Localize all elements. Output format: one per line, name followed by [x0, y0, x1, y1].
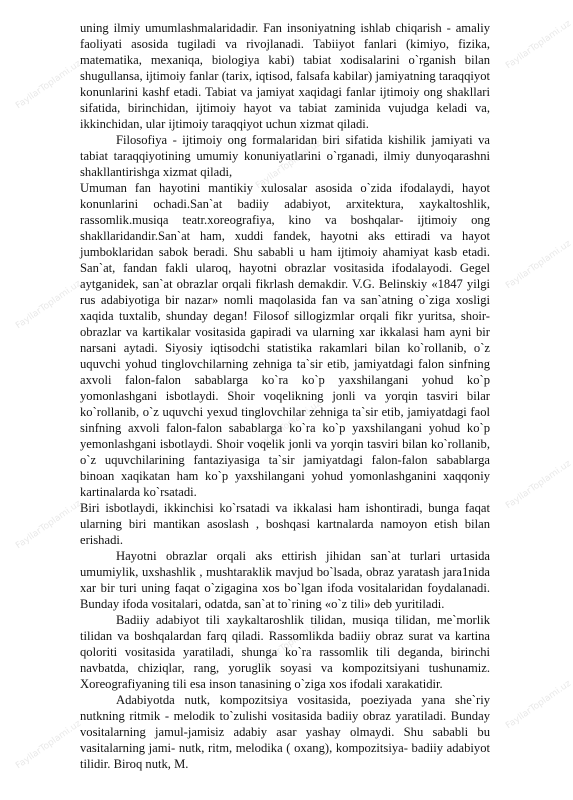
paragraph: Umuman fan hayotini mantikiy xulosalar asosida o`zida ifodalaydi, hayot konunlarini ochadi.San`at badiiy adabiyot, arxitektura, xaykaltoshlik, rassomlik.musiqa teatr.xoreografiya, kino va boshqalar- ijtimoiy ong shakllaridandir.San`at ham, xuddi fandek, hayotni aks ettiradi va hayot jumboklaridan sabok beradi. Shu sababli u ham ijtimoiy ahamiyat kasb etadi. San`at, fandan fakli ularoq, hayotni obrazlar vositasida ifodalayodi. Gegel aytganidek, san`at obrazlar orqali fikrlash demakdir. V.G. Belinskiy «1847 yilgi rus adabiyotiga bir nazar» nomli maqolasida fan va san`atning o`ziga xosligi xaqida tuxtalib, shunday degan! Filosof sillogizmlar orqali fikr yuritsa, shoir- obrazlar va kartikalar vositasida gapiradi va ularning xar ikkalasi ham ayni bir narsani aytadi. Siyosiy iqtisodchi statistika rakamlari bilan ko`rollanib, o`z uquvchi yohud tinglovchilarning zehniga ta`sir etib, jamiyatdagi falon sinfning axvoli falon-falon sabablarga ko`ra ko`p yaxshilangani yohud ko`p yomonlashgani isbotlaydi. Shoir voqelikning jonli va yorqin tasviri bilar ko`rollanib, o`z uquvchi yexud tinglovchilar zehniga ta`sir etib, jamiyatdagi faol sinfning axvoli falon-falon sabablarga ko`ra ko`p yaxshilangani yohud ko`p yemonlashgani isbotlaydi. Shoir voqelik jonli va yorqin tasviri bilan ko`rollanib, o`z uquvchilarining fantaziyasiga ta`sir jamiyatdagi falon-falon sabablarga binoan xaqikatan ham ko`p yaxshilangani yohud yomonlashganini xaqqoniy kartinalarda ko`rsatadi. [80, 181, 490, 499]
watermark-text: FayllarToplami.uz [14, 498, 84, 552]
paragraph: Badiiy adabiyot tili xaykaltaroshlik tilidan, musiqa tilidan, me`morlik tilidan va boshqalardan farq qiladi. Rassomlikda badiiy obraz surat va kartina qoloriti vositasida yaratiladi, shunga ko`ra rassomlik tili deganda, birinchi navbatda, chiziqlar, rang, yoruglik soyasi va kompozitsiyani tushunamiz. Xoreografiyaning tili esa inson tanasining o`ziga xos ifodali xarakatidir. [80, 613, 490, 691]
watermark-text: FayllarToplami.uz [254, 398, 324, 452]
paragraph: Biri isbotlaydi, ikkinchisi ko`rsatadi va ikkalasi ham ishontiradi, bunga faqat ularning biri mantikan asoslash , boshqasi kartnalarda namoyon etish bilan erishadi. [80, 501, 490, 547]
watermark-text: FayllarToplami.uz [504, 238, 573, 292]
watermark-text: FayllarToplami.uz [504, 458, 573, 512]
watermark-text: FayllarToplami.uz [504, 678, 573, 732]
paragraph: uning ilmiy umumlashmalaridadir. Fan insoniyatning ishlab chiqarish - amaliy faoliyati asosida tugiladi va rivojlanadi. Tabiiyot fanlari (kimiyo, fizika, matematika, mexaniqa, biologiya kabi) tabiat xodisalarini o`rganish bilan shugullansa, ijtimoiy fanlar (tarix, iqtisod, falsafa kabilar) jamiyatning taraqqiyot konunlarini kashf etadi. Tabiat va jamiyat xaqidagi fanlar ijtimoiy ong shakllari sifatida, birinchidan, ijtimoiy hayot va tabiat zaminida vujudga keladi va, ikkinchidan, ular ijtimoiy taraqqiyot uchun xizmat qiladi. [80, 21, 490, 131]
watermark-text: FayllarToplami.uz [254, 618, 324, 672]
document-body [80, 20, 490, 772]
watermark-text: FayllarToplami.uz [14, 718, 84, 772]
watermark-text: FayllarToplami.uz [254, 138, 324, 192]
paragraph: Filosofiya - ijtimoiy ong formalaridan biri sifatida kishilik jamiyati va tabiat taraqqiyotining umumiy konuniyatlarini o`rganadi, ilmiy dunyoqarashni shakllantirishga xizmat qiladi, [80, 133, 490, 179]
watermark-text: FayllarToplami.uz [14, 278, 84, 332]
paragraph: Adabiyotda nutk, kompozitsiya vositasida, poeziyada yana she`riy nutkning ritmik - melodik to`zulishi vositasida badiiy obraz yaratiladi. Bunday vositalarning jamul-jamisiz adabiy asar yashay olmaydi. Shu sababli bu vasitalarning jami- nutk, ritm, melodika ( oxang), kompozitsiya- badiiy adabiyot tilidir. Biroq nutk, M. [80, 693, 490, 771]
watermark-text: FayllarToplami.uz [14, 58, 84, 112]
watermark-text: FayllarToplami.uz [504, 18, 573, 72]
paragraph: Hayotni obrazlar orqali aks ettirish jihidan san`at turlari urtasida umumiylik, uxshashlik , mushtaraklik mavjud bo`lsada, obraz yaratash jara1nida xar bir turi uning faqat o`zigagina xos bo`lgan ifoda vositalaridan foydalanadi. Bunday ifoda vositalari, odatda, san`at to`rining «o`z tili» deb yuritiladi. [80, 549, 490, 611]
